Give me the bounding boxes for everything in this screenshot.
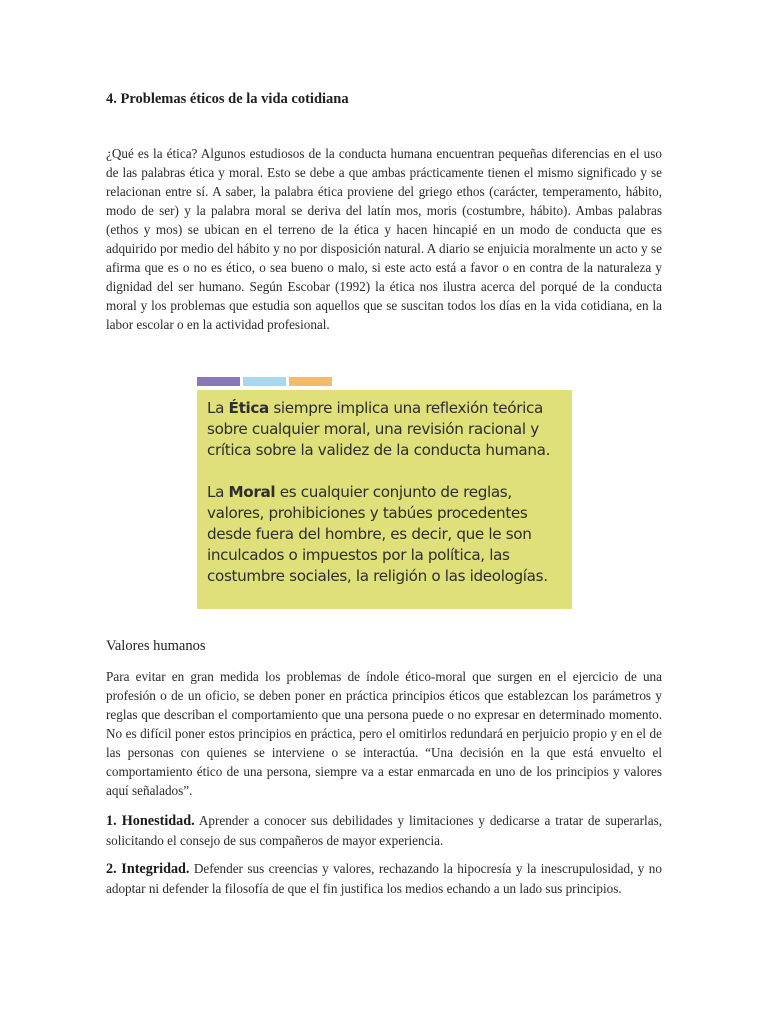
value-item-text: Defender sus creencias y valores, rechazando la hipocresía y la inescrupulosidad, y no adoptar ni defender la filosofía de que el fin justifica los medios echando a un lado sus principios. [106,861,662,896]
moral-definition [207,482,562,587]
section-title: 4. Problemas éticos de la vida cotidiana [106,91,349,107]
etica-prefix: La [207,399,229,417]
value-item-honestidad [106,811,662,850]
etica-definition-text: siempre implica una reflexión teórica sobre cualquier moral, una revisión racional y crítica sobre la validez de la conducta humana. [207,399,551,459]
moral-term: Moral [228,483,276,501]
etica-term: Ética [228,399,269,417]
decorative-strip-purple [197,377,240,386]
moral-prefix: La [207,483,229,501]
moral-definition-text: es cualquier conjunto de reglas, valores, prohibiciones y tabúes procedentes desde fuera del hombre, es decir, que le son inculcados o impuestos por la política, las costumbre sociales, la religión o las ideologías. [207,483,548,585]
decorative-strip-orange [289,377,332,386]
etica-definition [207,398,562,461]
intro-paragraph: ¿Qué es la ética? Algunos estudiosos de la conducta humana encuentran pequeñas diferencias en el uso de las palabras ética y moral. Esto se debe a que ambas prácticamente tienen el mismo significado y se relacionan entre sí. A saber, la palabra ética proviene del griego ethos (carácter, temperamento, hábito, modo de ser) y la palabra moral se deriva del latín mos, moris (costumbre, hábito). Ambas palabras (ethos y mos) se ubican en el terreno de la ética y hacen hincapié en un modo de conducta que es adquirido por medio del hábito y no por disposición natural. A diario se enjuicia moralmente un acto y se afirma que es o no es ético, o sea bueno o malo, si este acto está a favor o en contra de la naturaleza y dignidad del ser humano. Según Escobar (1992) la ética nos ilustra acerca del porqué de la conducta moral y los problemas que estudia son aquellos que se suscitan todos los días en la vida cotidiana, en la labor escolar o en la actividad profesional. [106,146,662,332]
decorative-strip-blue [243,377,286,386]
subheading-valores-humanos: Valores humanos [106,638,206,654]
value-item-title: 1. Honestidad. [106,813,195,829]
value-item-title: 2. Integridad. [106,861,190,877]
value-item-integridad [106,859,662,898]
definition-callout-box [197,390,572,609]
valores-paragraph: Para evitar en gran medida los problemas de índole ético-moral que surgen en el ejercicio de una profesión o de un oficio, se deben poner en práctica principios éticos que establezcan los parámetros y reglas que describan el comportamiento que una persona puede o no expresar en determinado momento. No es difícil poner estos principios en práctica, pero el omitirlos redundará en perjuicio propio y en el de las personas con quienes se interviene o se interactúa. “Una decisión en la que está envuelto el comportamiento ético de una persona, siempre va a estar enmarcada en uno de los principios y valores aquí señalados”. [106,669,662,798]
value-item-text: Aprender a conocer sus debilidades y limitaciones y dedicarse a tratar de superarlas, solicitando el consejo de sus compañeros de mayor experiencia. [106,813,662,848]
